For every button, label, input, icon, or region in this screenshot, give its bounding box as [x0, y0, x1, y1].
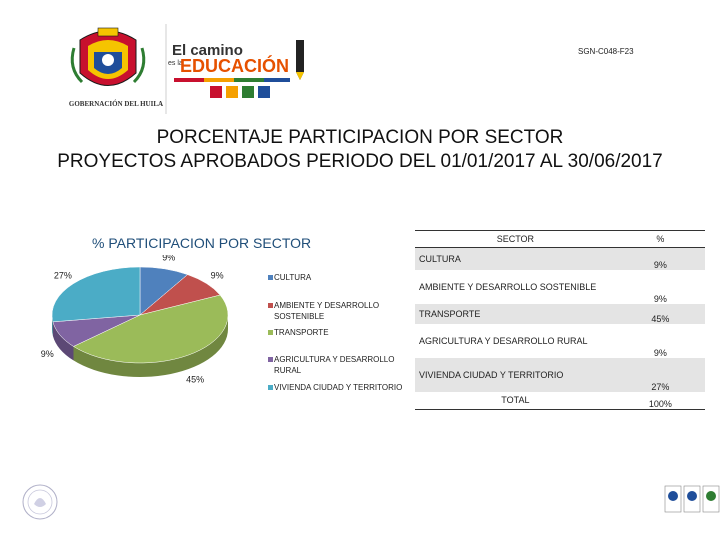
- legend-swatch: [268, 275, 273, 280]
- legend-label: CULTURA: [274, 273, 312, 282]
- page-title-line-1: PORCENTAJE PARTICIPACION POR SECTOR: [156, 127, 564, 148]
- header-percent: %: [616, 231, 705, 248]
- pie-chart: [22, 255, 262, 405]
- pencil-icon: [296, 40, 304, 80]
- table-row: [415, 248, 705, 270]
- sector-cell: AGRICULTURA Y DESARROLLO RURAL: [419, 335, 588, 346]
- legend-label: VIVIENDA CIUDAD Y TERRITORIO: [274, 383, 403, 392]
- table-row: [415, 304, 705, 324]
- legend-item: [268, 300, 408, 322]
- sector-cell: AMBIENTE Y DESARROLLO SOSTENIBLE: [419, 281, 597, 292]
- percent-cell: 9%: [616, 248, 705, 270]
- table-row: [415, 358, 705, 392]
- sector-cell: VIVIENDA CIUDAD Y TERRITORIO: [415, 358, 616, 392]
- chart-title: % PARTICIPACION POR SECTOR: [92, 235, 312, 251]
- percent-cell: 9%: [653, 347, 667, 358]
- sector-cell: CULTURA: [415, 248, 616, 270]
- slogan-side: es la: [168, 60, 183, 67]
- legend-label: AGRICULTURA Y DESARROLLO RURAL: [274, 355, 395, 375]
- pie-data-label: 9%: [40, 348, 54, 359]
- pie-data-label: 45%: [186, 374, 205, 385]
- pie-data-label: 27%: [53, 270, 72, 281]
- slogan-small: El camino: [172, 42, 243, 59]
- table-total-row: [415, 392, 705, 410]
- legend-item: [268, 327, 408, 338]
- legend-swatch: [268, 330, 273, 335]
- legend-label: TRANSPORTE: [274, 328, 329, 337]
- table-header-row: [415, 231, 705, 248]
- slogan-big: EDUCACIÓN: [180, 56, 290, 76]
- document-code: SGN-C048-F23: [578, 47, 634, 56]
- pie-data-label: 9%: [210, 270, 224, 281]
- org-name: GOBERNACIÓN DEL HUILA: [68, 100, 164, 108]
- legend-swatch: [268, 303, 273, 308]
- legend-swatch: [268, 357, 273, 362]
- header-sector: SECTOR: [415, 231, 616, 248]
- legend-item: [268, 272, 408, 283]
- percent-cell: 9%: [653, 293, 667, 304]
- legend-label: AMBIENTE Y DESARROLLO SOSTENIBLE: [274, 301, 380, 321]
- table-row: [415, 270, 705, 304]
- legend-item: [268, 382, 408, 393]
- pie-data-label: 9%: [162, 255, 176, 263]
- legend-item: [268, 354, 408, 376]
- total-label: TOTAL: [415, 392, 616, 410]
- sector-cell: TRANSPORTE: [415, 304, 616, 324]
- table-row: [415, 324, 705, 358]
- government-seal-icon: [20, 482, 60, 522]
- certification-badges-icon: [664, 485, 720, 515]
- sector-table: [415, 230, 705, 410]
- page-title-line-2: PROYECTOS APROBADOS PERIODO DEL 01/01/2017 AL 30/06/2017: [57, 151, 663, 172]
- legend-swatch: [268, 385, 273, 390]
- header-logos: [60, 18, 320, 118]
- percent-cell: 27%: [616, 358, 705, 392]
- percent-cell: 45%: [616, 304, 705, 324]
- total-value: 100%: [616, 392, 705, 410]
